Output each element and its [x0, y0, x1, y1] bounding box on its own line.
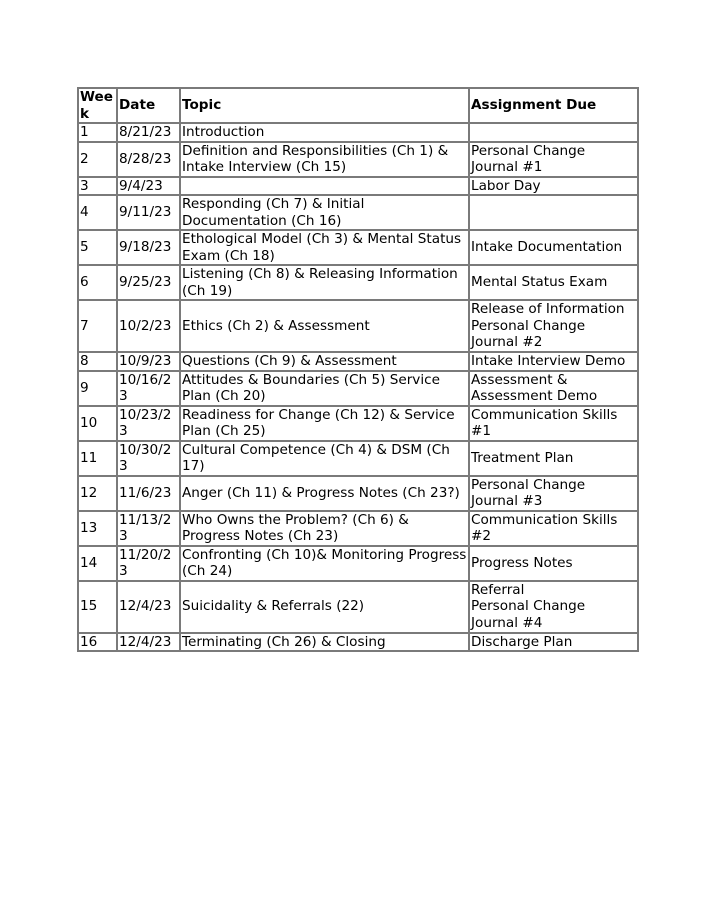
cell-date: [117, 265, 180, 300]
cell-date: [117, 230, 180, 265]
cell-topic: [180, 546, 469, 581]
week-text: 9: [80, 379, 89, 396]
topic-text: Ethics (Ch 2) & Assessment: [182, 317, 370, 334]
cell-week: [78, 142, 117, 177]
week-text: 16: [80, 633, 98, 650]
cell-topic: [180, 123, 469, 142]
header-date: Date: [117, 88, 180, 123]
date-text: 8/21/23: [119, 124, 172, 140]
topic-text: Who Owns the Problem? (Ch 6) & Progress Notes (Ch 23): [182, 511, 409, 544]
date-text: 10/23/23: [119, 406, 172, 439]
header-topic: Topic: [180, 88, 469, 123]
cell-week: [78, 265, 117, 300]
header-assignment-due: Assignment Due: [469, 88, 638, 123]
cell-week: [78, 581, 117, 633]
cell-week: [78, 352, 117, 371]
cell-date: [117, 177, 180, 196]
table-row: [78, 633, 638, 652]
cell-week: [78, 406, 117, 441]
assignment-due-text: Communication Skills #2: [471, 511, 618, 544]
cell-date: [117, 441, 180, 476]
assignment-due-text: Release of Information Personal Change Journal #2: [471, 301, 625, 351]
cell-assignment-due: [469, 177, 638, 196]
week-text: 6: [80, 274, 89, 291]
table-row: [78, 142, 638, 177]
cell-assignment-due: [469, 352, 638, 371]
week-text: 13: [80, 519, 98, 536]
cell-week: [78, 476, 117, 511]
table-row: [78, 441, 638, 476]
week-text: 7: [80, 317, 89, 334]
assignment-due-text: Assessment & Assessment Demo: [471, 371, 598, 404]
cell-assignment-due: [469, 546, 638, 581]
assignment-due-text: Labor Day: [471, 177, 541, 194]
cell-topic: [180, 511, 469, 546]
date-text: 11/13/23: [119, 511, 172, 544]
table-row: [78, 476, 638, 511]
cell-week: [78, 123, 117, 142]
assignment-due-text: Personal Change Journal #1: [471, 142, 586, 175]
date-text: 10/2/23: [119, 317, 172, 334]
cell-date: [117, 195, 180, 230]
schedule-table: [77, 87, 639, 652]
cell-assignment-due: [469, 371, 638, 406]
topic-text: Definition and Responsibilities (Ch 1) & Intake Interview (Ch 15): [182, 142, 449, 175]
cell-topic: [180, 142, 469, 177]
topic-text: Ethological Model (Ch 3) & Mental Status Exam (Ch 18): [182, 231, 462, 264]
date-text: 9/11/23: [119, 204, 172, 221]
cell-week: [78, 177, 117, 196]
cell-week: [78, 441, 117, 476]
header-week: Week: [78, 88, 117, 123]
assignment-due-text: Progress Notes: [471, 554, 573, 571]
table-row: [78, 300, 638, 352]
table-row: [78, 123, 638, 142]
cell-date: [117, 352, 180, 371]
cell-assignment-due: [469, 633, 638, 652]
cell-assignment-due: [469, 441, 638, 476]
cell-assignment-due: [469, 123, 638, 142]
date-text: 12/4/23: [119, 598, 172, 615]
date-text: 9/4/23: [119, 177, 163, 194]
week-text: 14: [80, 554, 98, 571]
topic-text: Questions (Ch 9) & Assessment: [182, 353, 397, 369]
topic-text: Responding (Ch 7) & Initial Documentation (Ch 16): [182, 196, 365, 229]
cell-topic: [180, 352, 469, 371]
cell-assignment-due: [469, 142, 638, 177]
week-text: 2: [80, 150, 89, 167]
cell-topic: [180, 581, 469, 633]
topic-text: Listening (Ch 8) & Releasing Information (Ch 19): [182, 266, 458, 299]
assignment-due-text: Intake Documentation: [471, 239, 623, 256]
table-row: [78, 546, 638, 581]
date-text: 11/20/23: [119, 546, 172, 579]
cell-assignment-due: [469, 406, 638, 441]
cell-date: [117, 546, 180, 581]
cell-week: [78, 195, 117, 230]
cell-topic: [180, 265, 469, 300]
cell-week: [78, 371, 117, 406]
topic-text: Confronting (Ch 10)& Monitoring Progress (Ch 24): [182, 546, 467, 579]
week-text: 5: [80, 239, 89, 256]
date-text: 9/25/23: [119, 274, 172, 291]
week-text: 4: [80, 204, 89, 221]
topic-text: Anger (Ch 11) & Progress Notes (Ch 23?): [182, 484, 460, 501]
cell-date: [117, 371, 180, 406]
topic-text: Suicidality & Referrals (22): [182, 598, 365, 615]
cell-topic: [180, 195, 469, 230]
table-row: [78, 177, 638, 196]
cell-week: [78, 546, 117, 581]
cell-date: [117, 406, 180, 441]
cell-date: [117, 511, 180, 546]
cell-date: [117, 300, 180, 352]
date-text: 12/4/23: [119, 633, 172, 650]
cell-assignment-due: [469, 581, 638, 633]
topic-text: Introduction: [182, 124, 265, 140]
date-text: 10/16/23: [119, 371, 172, 404]
cell-assignment-due: [469, 511, 638, 546]
topic-text: Readiness for Change (Ch 12) & Service Plan (Ch 25): [182, 406, 455, 439]
date-text: 11/6/23: [119, 484, 172, 501]
table-row: [78, 581, 638, 633]
assignment-due-text: Mental Status Exam: [471, 274, 608, 291]
cell-topic: [180, 371, 469, 406]
header-row: [78, 88, 638, 123]
cell-week: [78, 230, 117, 265]
week-text: 1: [80, 124, 89, 140]
table-row: [78, 352, 638, 371]
assignment-due-text: Personal Change Journal #3: [471, 476, 586, 509]
cell-date: [117, 633, 180, 652]
cell-week: [78, 511, 117, 546]
week-text: 8: [80, 353, 89, 369]
topic-text: Terminating (Ch 26) & Closing: [182, 633, 386, 650]
date-text: 10/9/23: [119, 353, 172, 369]
cell-topic: [180, 230, 469, 265]
week-text: 15: [80, 598, 98, 615]
cell-topic: [180, 300, 469, 352]
cell-date: [117, 142, 180, 177]
table-row: [78, 371, 638, 406]
date-text: 10/30/23: [119, 441, 172, 474]
cell-assignment-due: [469, 230, 638, 265]
week-text: 10: [80, 414, 98, 431]
date-text: 8/28/23: [119, 150, 172, 167]
topic-text: Cultural Competence (Ch 4) & DSM (Ch 17): [182, 441, 450, 474]
cell-topic: [180, 441, 469, 476]
cell-week: [78, 633, 117, 652]
cell-topic: [180, 633, 469, 652]
date-text: 9/18/23: [119, 239, 172, 256]
table-row: [78, 195, 638, 230]
week-text: 12: [80, 484, 98, 501]
assignment-due-text: Communication Skills #1: [471, 406, 618, 439]
assignment-due-text: Treatment Plan: [471, 449, 574, 466]
cell-topic: [180, 476, 469, 511]
cell-topic: [180, 177, 469, 196]
cell-date: [117, 476, 180, 511]
table-row: [78, 511, 638, 546]
cell-week: [78, 300, 117, 352]
assignment-due-text: Referral Personal Change Journal #4: [471, 581, 586, 631]
week-text: 11: [80, 449, 98, 466]
table-row: [78, 230, 638, 265]
cell-date: [117, 123, 180, 142]
cell-date: [117, 581, 180, 633]
cell-assignment-due: [469, 265, 638, 300]
cell-assignment-due: [469, 476, 638, 511]
week-text: 3: [80, 177, 89, 194]
cell-assignment-due: [469, 195, 638, 230]
table-body: [78, 123, 638, 651]
table-row: [78, 406, 638, 441]
cell-assignment-due: [469, 300, 638, 352]
assignment-due-text: Discharge Plan: [471, 633, 573, 650]
assignment-due-text: Intake Interview Demo: [471, 353, 626, 369]
topic-text: Attitudes & Boundaries (Ch 5) Service Plan (Ch 20): [182, 371, 440, 404]
table-row: [78, 265, 638, 300]
cell-topic: [180, 406, 469, 441]
